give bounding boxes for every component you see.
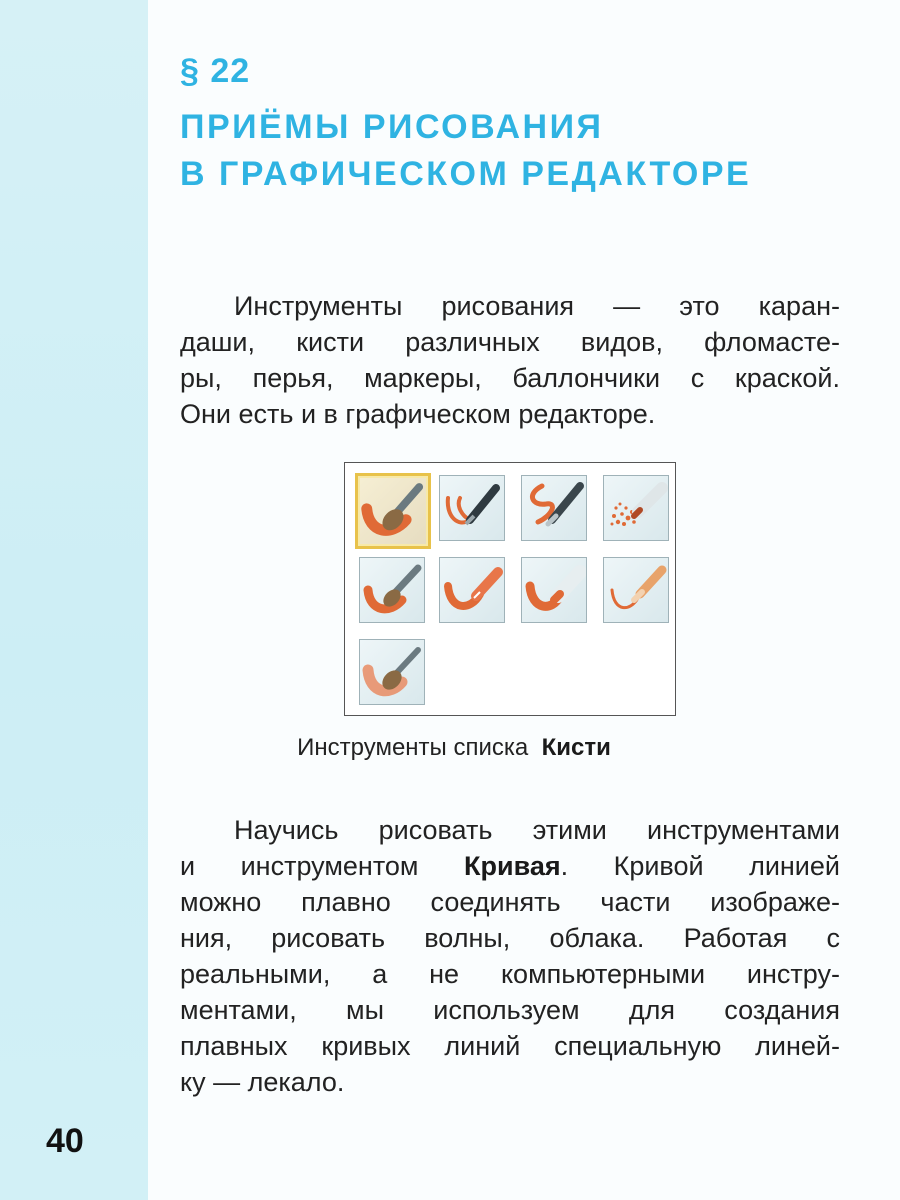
marker-icon xyxy=(522,558,586,622)
body-line: ния, рисовать волны, облака. Работая с xyxy=(180,923,840,953)
body-line: ку — лекало. xyxy=(180,1067,345,1097)
airbrush-icon xyxy=(604,476,668,540)
figure-caption xyxy=(0,734,900,762)
intro-paragraph xyxy=(180,288,840,432)
caption-bold-term: Кисти xyxy=(541,734,611,761)
curve-tool-term: Кривая xyxy=(464,851,561,881)
calligraphy-pen-icon xyxy=(522,476,586,540)
pen-nib-tool[interactable] xyxy=(439,475,505,541)
body-line xyxy=(180,848,840,884)
airbrush-tool[interactable] xyxy=(603,475,669,541)
body-line: плавных кривых линий специальную линей- xyxy=(180,1031,840,1061)
body-line: реальными, а не компьютерными инстру- xyxy=(180,959,840,989)
body-line: ментами, мы используем для создания xyxy=(180,995,840,1025)
pencil-tool[interactable] xyxy=(603,557,669,623)
section-number: § 22 xyxy=(180,52,251,90)
intro-line: ры, перья, маркеры, баллончики с краской. xyxy=(180,363,840,393)
round-brush-tool[interactable] xyxy=(355,473,431,549)
body-line-text: и инструментом xyxy=(180,851,419,881)
pen-nib-icon xyxy=(440,476,504,540)
intro-line: Инструменты рисования — это каран- xyxy=(234,291,840,321)
watercolor-brush-icon xyxy=(360,640,424,704)
page-margin-strip xyxy=(0,0,148,1200)
watercolor-brush-tool[interactable] xyxy=(359,639,425,705)
page-number: 40 xyxy=(46,1122,84,1160)
marker-tool[interactable] xyxy=(521,557,587,623)
round-brush-icon xyxy=(358,476,428,546)
caption-text: Инструменты списка xyxy=(297,734,529,761)
intro-line: Они есть и в графическом редакторе. xyxy=(180,399,656,429)
calligraphy-pen-tool[interactable] xyxy=(521,475,587,541)
intro-line: даши, кисти различных видов, фломасте- xyxy=(180,327,840,357)
crayon-icon xyxy=(440,558,504,622)
body-line: можно плавно соединять части изображе- xyxy=(180,887,840,917)
body-paragraph xyxy=(180,812,840,1100)
section-title-line-1: ПРИЁМЫ РИСОВАНИЯ xyxy=(180,108,604,146)
section-title-line-2: В ГРАФИЧЕСКОМ РЕДАКТОРЕ xyxy=(180,155,752,193)
oil-brush-icon xyxy=(360,558,424,622)
body-line-text: . Кривой линией xyxy=(560,851,840,881)
pencil-icon xyxy=(604,558,668,622)
body-line: Научись рисовать этими инструментами xyxy=(234,815,840,845)
oil-brush-tool[interactable] xyxy=(359,557,425,623)
crayon-tool[interactable] xyxy=(439,557,505,623)
brushes-tool-panel xyxy=(344,462,676,716)
